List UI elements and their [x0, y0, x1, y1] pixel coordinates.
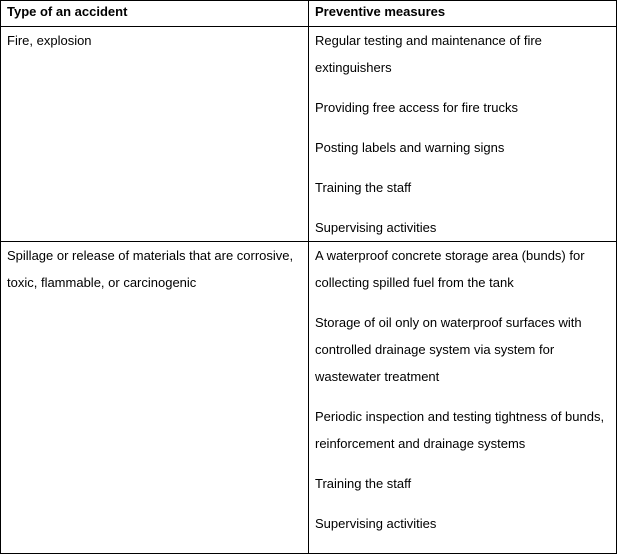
measure-item: Providing free access for fire trucks	[315, 100, 519, 115]
table-header-row	[1, 1, 617, 27]
measure-item: Regular testing and maintenance of fire extinguishers	[315, 33, 542, 75]
measure-list	[315, 242, 610, 537]
header-preventive-measures: Preventive measures	[309, 1, 617, 27]
measure-item: A waterproof concrete storage area (bunds) for collecting spilled fuel from the tank	[315, 248, 585, 290]
measures-cell	[309, 27, 617, 242]
measure-list	[315, 27, 610, 241]
measure-item: Periodic inspection and testing tightness of bunds, reinforcement and drainage systems	[315, 409, 605, 451]
measure-item: Supervising activities	[315, 220, 437, 235]
table-row	[1, 27, 617, 242]
table-row	[1, 242, 617, 554]
measure-item: Training the staff	[315, 476, 412, 491]
accident-type-text: Spillage or release of materials that are corrosive, toxic, flammable, or carcinogenic	[7, 248, 294, 290]
header-accident-type: Type of an accident	[1, 1, 309, 27]
measures-cell	[309, 242, 617, 554]
measure-item: Training the staff	[315, 180, 412, 195]
measure-item: Posting labels and warning signs	[315, 140, 505, 155]
accident-cell	[1, 27, 309, 242]
accident-type-text: Fire, explosion	[7, 33, 92, 48]
accident-cell	[1, 242, 309, 554]
measure-item: Storage of oil only on waterproof surfaces with controlled drainage system via system for wastewater treatment	[315, 315, 582, 384]
measure-item: Supervising activities	[315, 516, 437, 531]
